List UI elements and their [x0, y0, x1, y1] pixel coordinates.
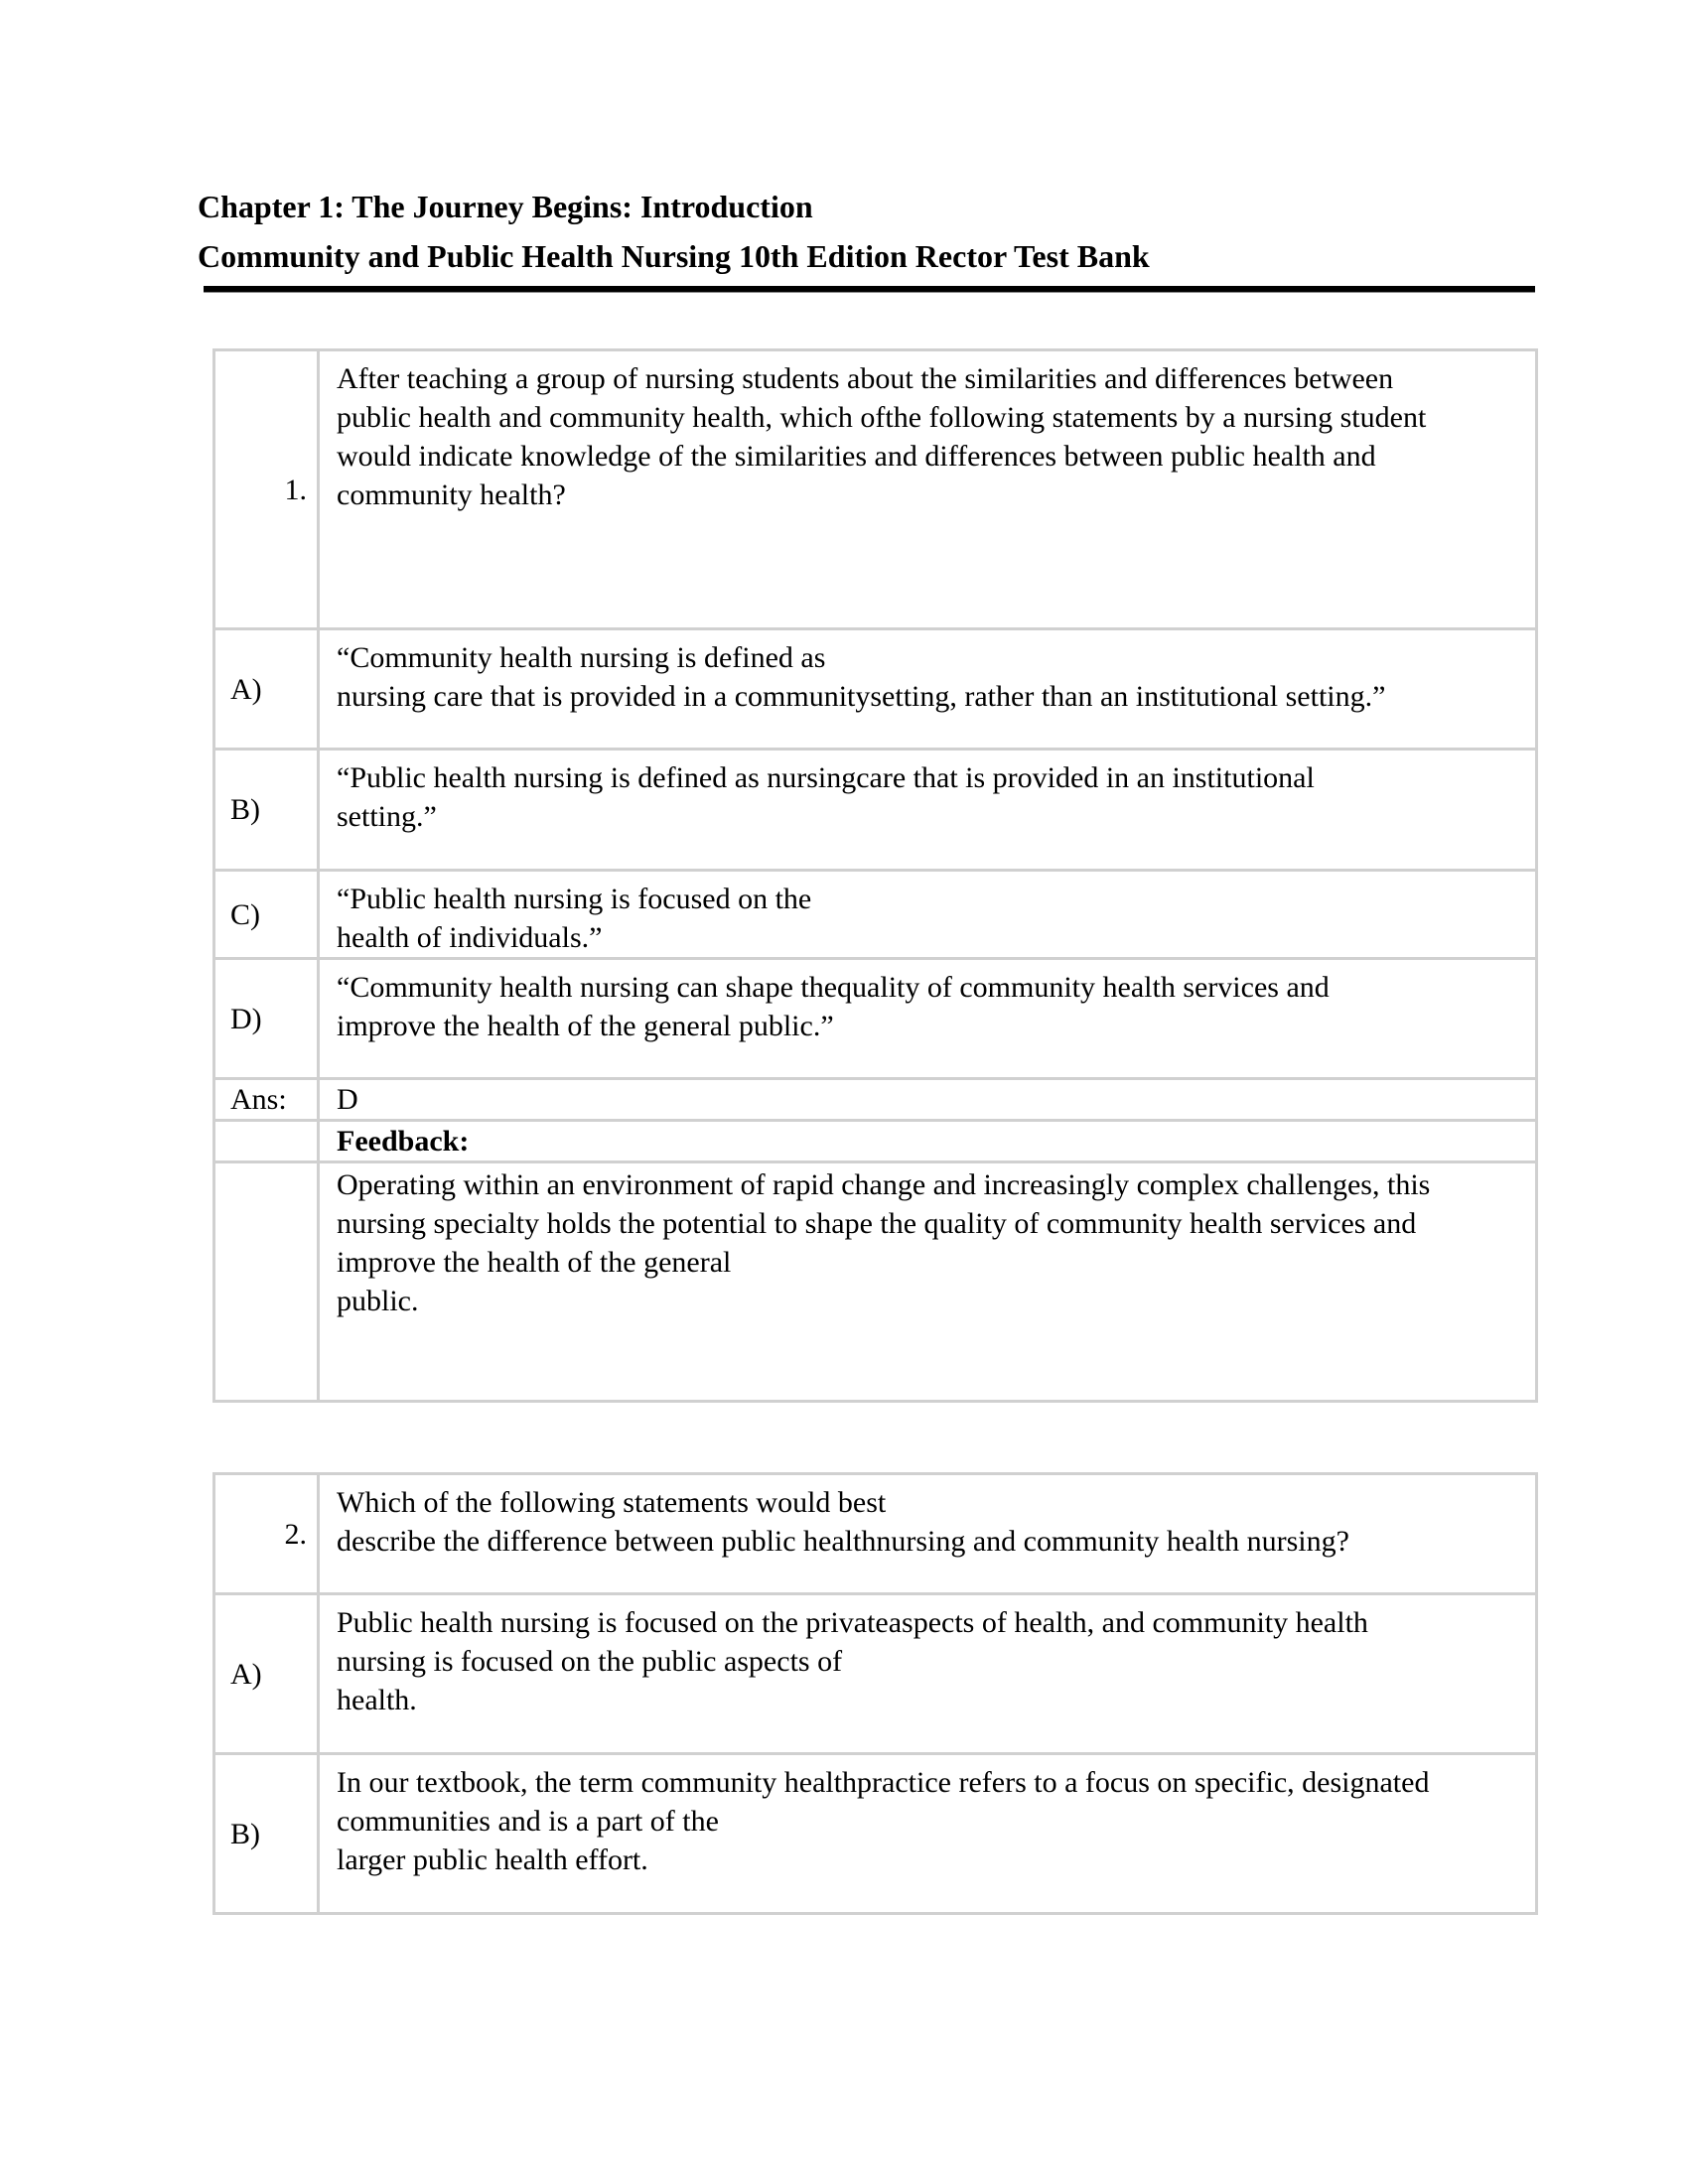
feedback-text: Operating within an environment of rapid change and increasingly complex challenges, this nursing specialty holds the potential to shape the quality of community health services and improve the health of the general public. — [319, 1162, 1537, 1402]
answer-label: Ans: — [230, 1083, 287, 1116]
question-table-2 — [212, 1472, 1538, 1915]
question-stem: After teaching a group of nursing students about the similarities and differences between public health and community health, which ofthe following statements by a nursing student would indicate knowledge of the similarities and differences between public health and community health? — [319, 350, 1537, 629]
option-row-c — [214, 871, 1537, 959]
question-stem: Which of the following statements would best describe the difference between public healthnursing and community health nursing? — [319, 1474, 1537, 1594]
answer-value: D — [319, 1079, 1537, 1121]
question-table-1 — [212, 348, 1538, 1403]
header-rule — [204, 286, 1535, 292]
feedback-label: Feedback: — [319, 1121, 1537, 1162]
feedback-row — [214, 1162, 1537, 1402]
option-text: In our textbook, the term community healthpractice refers to a focus on specific, designated communities and is a part of the larger public health effort. — [319, 1754, 1537, 1914]
question-number: 2. — [284, 1517, 307, 1551]
option-text: Public health nursing is focused on the privateaspects of health, and community health nursing is focused on the public aspects of health. — [319, 1594, 1537, 1754]
option-text: “Community health nursing is defined as nursing care that is provided in a communitysetting, rather than an institutional setting.” — [319, 629, 1537, 750]
feedback-label-row — [214, 1121, 1537, 1162]
chapter-title: Chapter 1: The Journey Begins: Introduction — [198, 189, 813, 224]
option-text: “Public health nursing is focused on the health of individuals.” — [319, 871, 1537, 959]
option-row-b — [214, 750, 1537, 871]
option-label: A) — [230, 1657, 262, 1691]
option-label: D) — [230, 1002, 262, 1035]
option-text: “Public health nursing is defined as nursingcare that is provided in an institutional setting.” — [319, 750, 1537, 871]
option-row-a — [214, 629, 1537, 750]
answer-row — [214, 1079, 1537, 1121]
option-label: B) — [230, 1817, 260, 1850]
option-label: B) — [230, 793, 260, 826]
option-row-d — [214, 959, 1537, 1079]
option-text: “Community health nursing can shape thequality of community health services and improve the health of the general public.” — [319, 959, 1537, 1079]
question-row — [214, 350, 1537, 629]
option-row-a — [214, 1594, 1537, 1754]
option-row-b — [214, 1754, 1537, 1914]
option-label: A) — [230, 672, 262, 706]
question-number: 1. — [284, 473, 307, 506]
question-row — [214, 1474, 1537, 1594]
book-title: Community and Public Health Nursing 10th Edition Rector Test Bank — [198, 238, 1150, 274]
option-label: C) — [230, 897, 260, 931]
